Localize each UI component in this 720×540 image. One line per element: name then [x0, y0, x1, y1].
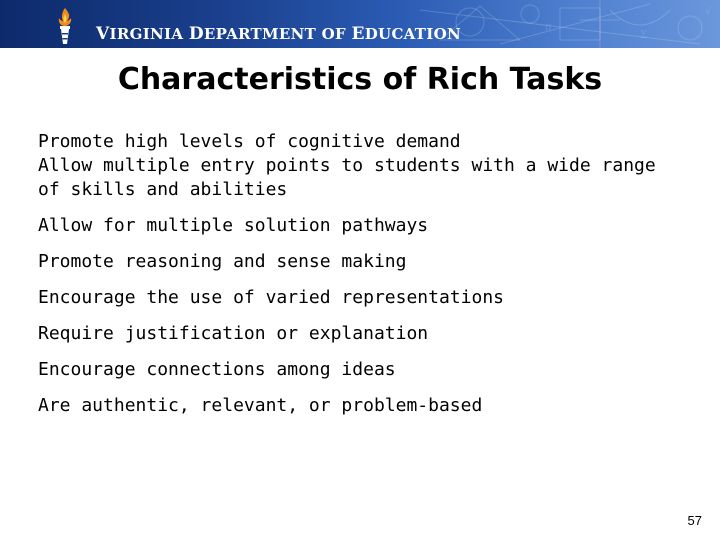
bullet-list — [38, 130, 678, 418]
page-number: 57 — [687, 513, 702, 528]
svg-text:π: π — [545, 22, 552, 33]
torch-icon — [52, 6, 78, 46]
bullet-item: Are authentic, relevant, or problem-based — [38, 395, 483, 416]
bullet-item: Require justification or explanation — [38, 323, 429, 344]
bullet-item: Promote high levels of cognitive demand — [38, 131, 461, 152]
bullet-item: Encourage the use of varied representations — [38, 287, 504, 308]
bullet-item: Promote reasoning and sense making — [38, 251, 407, 272]
header-banner — [0, 0, 720, 48]
svg-text:Σ: Σ — [640, 30, 648, 41]
slide-title: Characteristics of Rich Tasks — [117, 62, 603, 97]
bullet-item: Allow for multiple solution pathways — [38, 215, 429, 236]
bullet-item: Encourage connections among ideas — [38, 359, 396, 380]
bullet-item: Allow multiple entry points to students with a wide range of skills and abilities — [38, 155, 656, 200]
svg-text:√: √ — [705, 6, 712, 17]
organization-name: VIRGINIA DEPARTMENT OF EDUCATION — [96, 24, 461, 44]
